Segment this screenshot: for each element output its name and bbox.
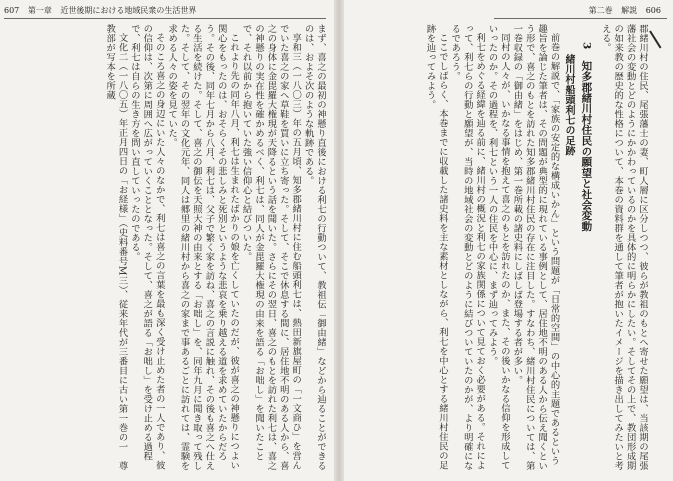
header-rule [4,18,326,19]
left-paragraph: まず、喜之の最初の神懸り直後における利七の行動ついて、教祖伝「御由緒」などから辿ることができるのは、およそ次のような軌跡である。 [302,24,326,471]
right-paragraph: 郡緒川村の住民、尾張藩士の妻、町人層に区分しつつ、彼らが教祖のもとへ寄せた願望は、当該期の尾張藩社会の変動とどのようにかかわっているのかを具体的に明らかにしたい。そしてその上で、教団形成期の如来教の歴史的な性格について、本巻の資料群を通して筆者が抱いたイメージを描き出してみたいと考える。 [599,24,648,471]
left-body-text [6,24,326,472]
left-paragraph: 享和三（一八〇三）年の五月頃、知多郡緒川村に住む船頭利七は、熱田新旗屋町の「一文商ひ」を営んでいた喜之の家へ草鞋を買いに立ち寄った。そして、そこで休息する間に、居住地不明のある人から、喜之の身体に金毘羅大権現が天降るという話を聞いた。さらにその翌日、喜之のもとを訪れた利七は、喜之の神懸りの実在性を確かめるべく、利七は、同人が金毘羅大権現の由来を語る「お咄し」を聞いたことで、それ以前から抱いていた強い信仰心と結びついた。 [240,24,302,471]
left-paragraph: 文化二（一八〇五）年正月四日の「お経様」（史料番号M三）、従来年代が三番目に古い第一巻の一 尊教部が写本を所蔵 [104,24,128,471]
right-body-text [348,24,648,472]
left-paragraph: これより先の同年八月、利七は生まれたばかりの娘を亡くしていたのだが、彼が喜之の神懸りにつよい関心をもったのは、おそらくその悲しみと死別というような悲哀を乗り越える道を求めていたからだろう。その後、同年七月から八月、利七は、父子で繁く家を訪ね、喜之の言説に触れ、その後も喜之へ仕える生活を続けた。そして、喜之の御伝を天照大神の由来とする「お咄し」を、同年九月に聞き取って残した。そして、その翌年の文化元年、同人は郷里の緒川村から喜之の家まで事あるごとに訪れては、霊験を求める人々の姿を見ていた。 [166,24,240,471]
right-paragraph: ここでしばらく、本巻までに収載した諸史料を主な素材としながら、利七を中心とする緒川村住民の足跡を辿ってみよう。 [424,24,448,471]
chapter-title: 近世後期における地域民衆の生活世界 [60,6,197,15]
left-running-header [4,6,326,16]
right-paragraph: 前巻の解説で、「家族の安定的な構成いかん」という問題が「日常的空間」の中心的主題であるという趣旨を論じた筆者は、その問題が典型的に現れている事例として、居住地不明のある人から伝え聞くという形で、喜之のもとを訪れた知多郡緒川村住民の存在に注目した。すなわち、緒川村住民については、第一巻収録の「御由緒」をはじめ、第一巻所載の諸史料にしばしば登場する者が多い。 [511,24,560,471]
right-page [344,0,673,481]
section-label: 解説 [621,6,638,15]
volume-label: 第二巻 [588,6,613,15]
chapter-label: 第一章 [27,6,52,15]
right-running-header [494,6,667,16]
left-paragraph: そのころ喜之の身辺にいた人々のなかで、利七は喜之の言葉を最も深く受け止めた者の一人であり、彼の信仰は、次第に周囲へ広がっていくこととなった。そして、喜之が語る「お咄し」を受け止める過程で、利七は自らの生き方を問い直していったのである。 [128,24,165,471]
left-page-number: 607 [4,6,20,15]
left-page [0,0,334,481]
book-gutter [334,0,344,481]
right-paragraph: 同村の人々が、いかなる事情を抱えて喜之のもとを訪れたのか、また、その後いかなる信仰を形成していったのか。その過程を、利七という一人の住民を中心に、まず辿ってみよう。 [486,24,510,471]
right-paragraph: 利七をめぐる経緯を辿る前に、緒川村の概況と利七の家族関係について見ておく必要がある。それによって、利七らの行動と願望が、当時の地域社会の変動とどのように結びついていたのかが、より明確になるであろう。 [449,24,486,471]
subsection-heading: 緒川村船頭利七の足跡 [562,54,574,156]
header-rule [494,18,667,19]
right-page-number: 606 [645,6,661,15]
section-heading: 3 知多郡緒川村住民の願望と社会変動 [580,42,593,232]
